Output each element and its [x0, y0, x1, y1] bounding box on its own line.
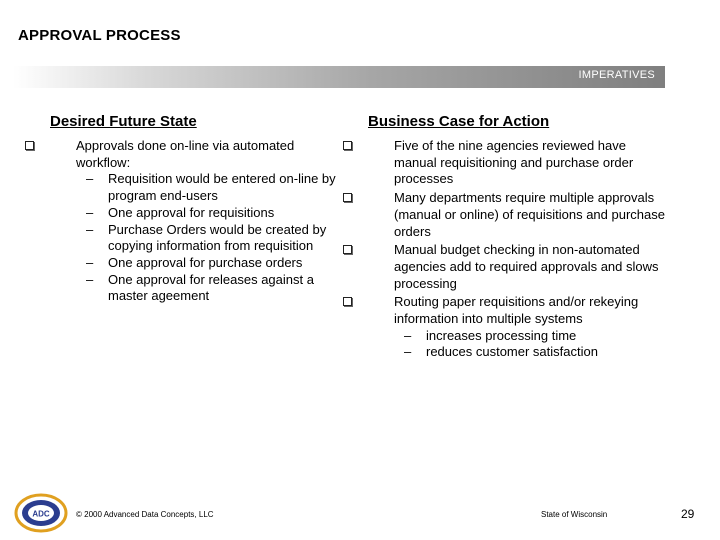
sub-item [76, 205, 350, 222]
sub-item [394, 328, 668, 345]
square-bullet-icon [343, 193, 352, 202]
business-case-column [368, 112, 668, 363]
square-bullet-icon [343, 297, 352, 306]
sub-item [76, 272, 350, 305]
sub-item-text: One approval for releases against a master ageement [108, 271, 314, 304]
dash-icon: – [86, 204, 94, 220]
list-item [368, 138, 668, 188]
sub-item-text: reduces customer satisfaction [426, 344, 598, 360]
sub-item-text: Requisition would be entered on-line by program end-users [108, 171, 336, 204]
dash-icon: – [86, 254, 94, 270]
logo-text: ADC [32, 509, 50, 519]
slide-title: APPROVAL PROCESS [18, 27, 181, 44]
dash-icon: – [86, 271, 94, 287]
square-bullet-icon [25, 141, 34, 150]
bullet-text: Five of the nine agencies reviewed have manual requisitioning and purchase order processes [394, 138, 634, 187]
bullet-text: Routing paper requisitions and/or rekeying information into multiple systems [394, 294, 639, 327]
bullet-text: Approvals done on-line via automated workflow: [76, 138, 295, 170]
desired-future-state-column [50, 112, 350, 307]
sub-item-text: Purchase Orders would be created by copying information from requisition [108, 221, 327, 254]
dash-icon: – [404, 327, 412, 343]
square-bullet-icon [343, 141, 352, 150]
bullet-text: Many departments require multiple approvals (manual or online) of requisitions and purchase orders [394, 190, 665, 239]
bullet-text: Manual budget checking in non-automated agencies add to required approvals and slows processing [394, 242, 659, 291]
list-item [368, 294, 668, 361]
band-label: IMPERATIVES [578, 69, 655, 81]
list-item [368, 242, 668, 292]
square-bullet-icon [343, 245, 352, 254]
dash-icon: – [86, 171, 94, 187]
dash-icon: – [86, 221, 94, 237]
page-number: 29 [681, 507, 695, 521]
sub-item-text: increases processing time [426, 327, 577, 343]
sub-item [76, 255, 350, 272]
sub-list [76, 171, 350, 305]
adc-logo-icon [14, 492, 68, 534]
sub-item [76, 222, 350, 255]
dash-icon: – [404, 344, 412, 360]
list-item [50, 138, 350, 305]
right-heading: Business Case for Action [368, 113, 550, 130]
sub-item [76, 171, 350, 204]
sub-item [394, 344, 668, 361]
sub-item-text: One approval for purchase orders [108, 254, 303, 270]
imperatives-band [13, 66, 665, 88]
copyright-text: © 2000 Advanced Data Concepts, LLC [76, 510, 214, 519]
list-item [368, 190, 668, 240]
state-label: State of Wisconsin [541, 510, 608, 519]
sub-list [394, 328, 668, 361]
left-heading: Desired Future State [50, 113, 197, 130]
sub-item-text: One approval for requisitions [108, 204, 275, 220]
